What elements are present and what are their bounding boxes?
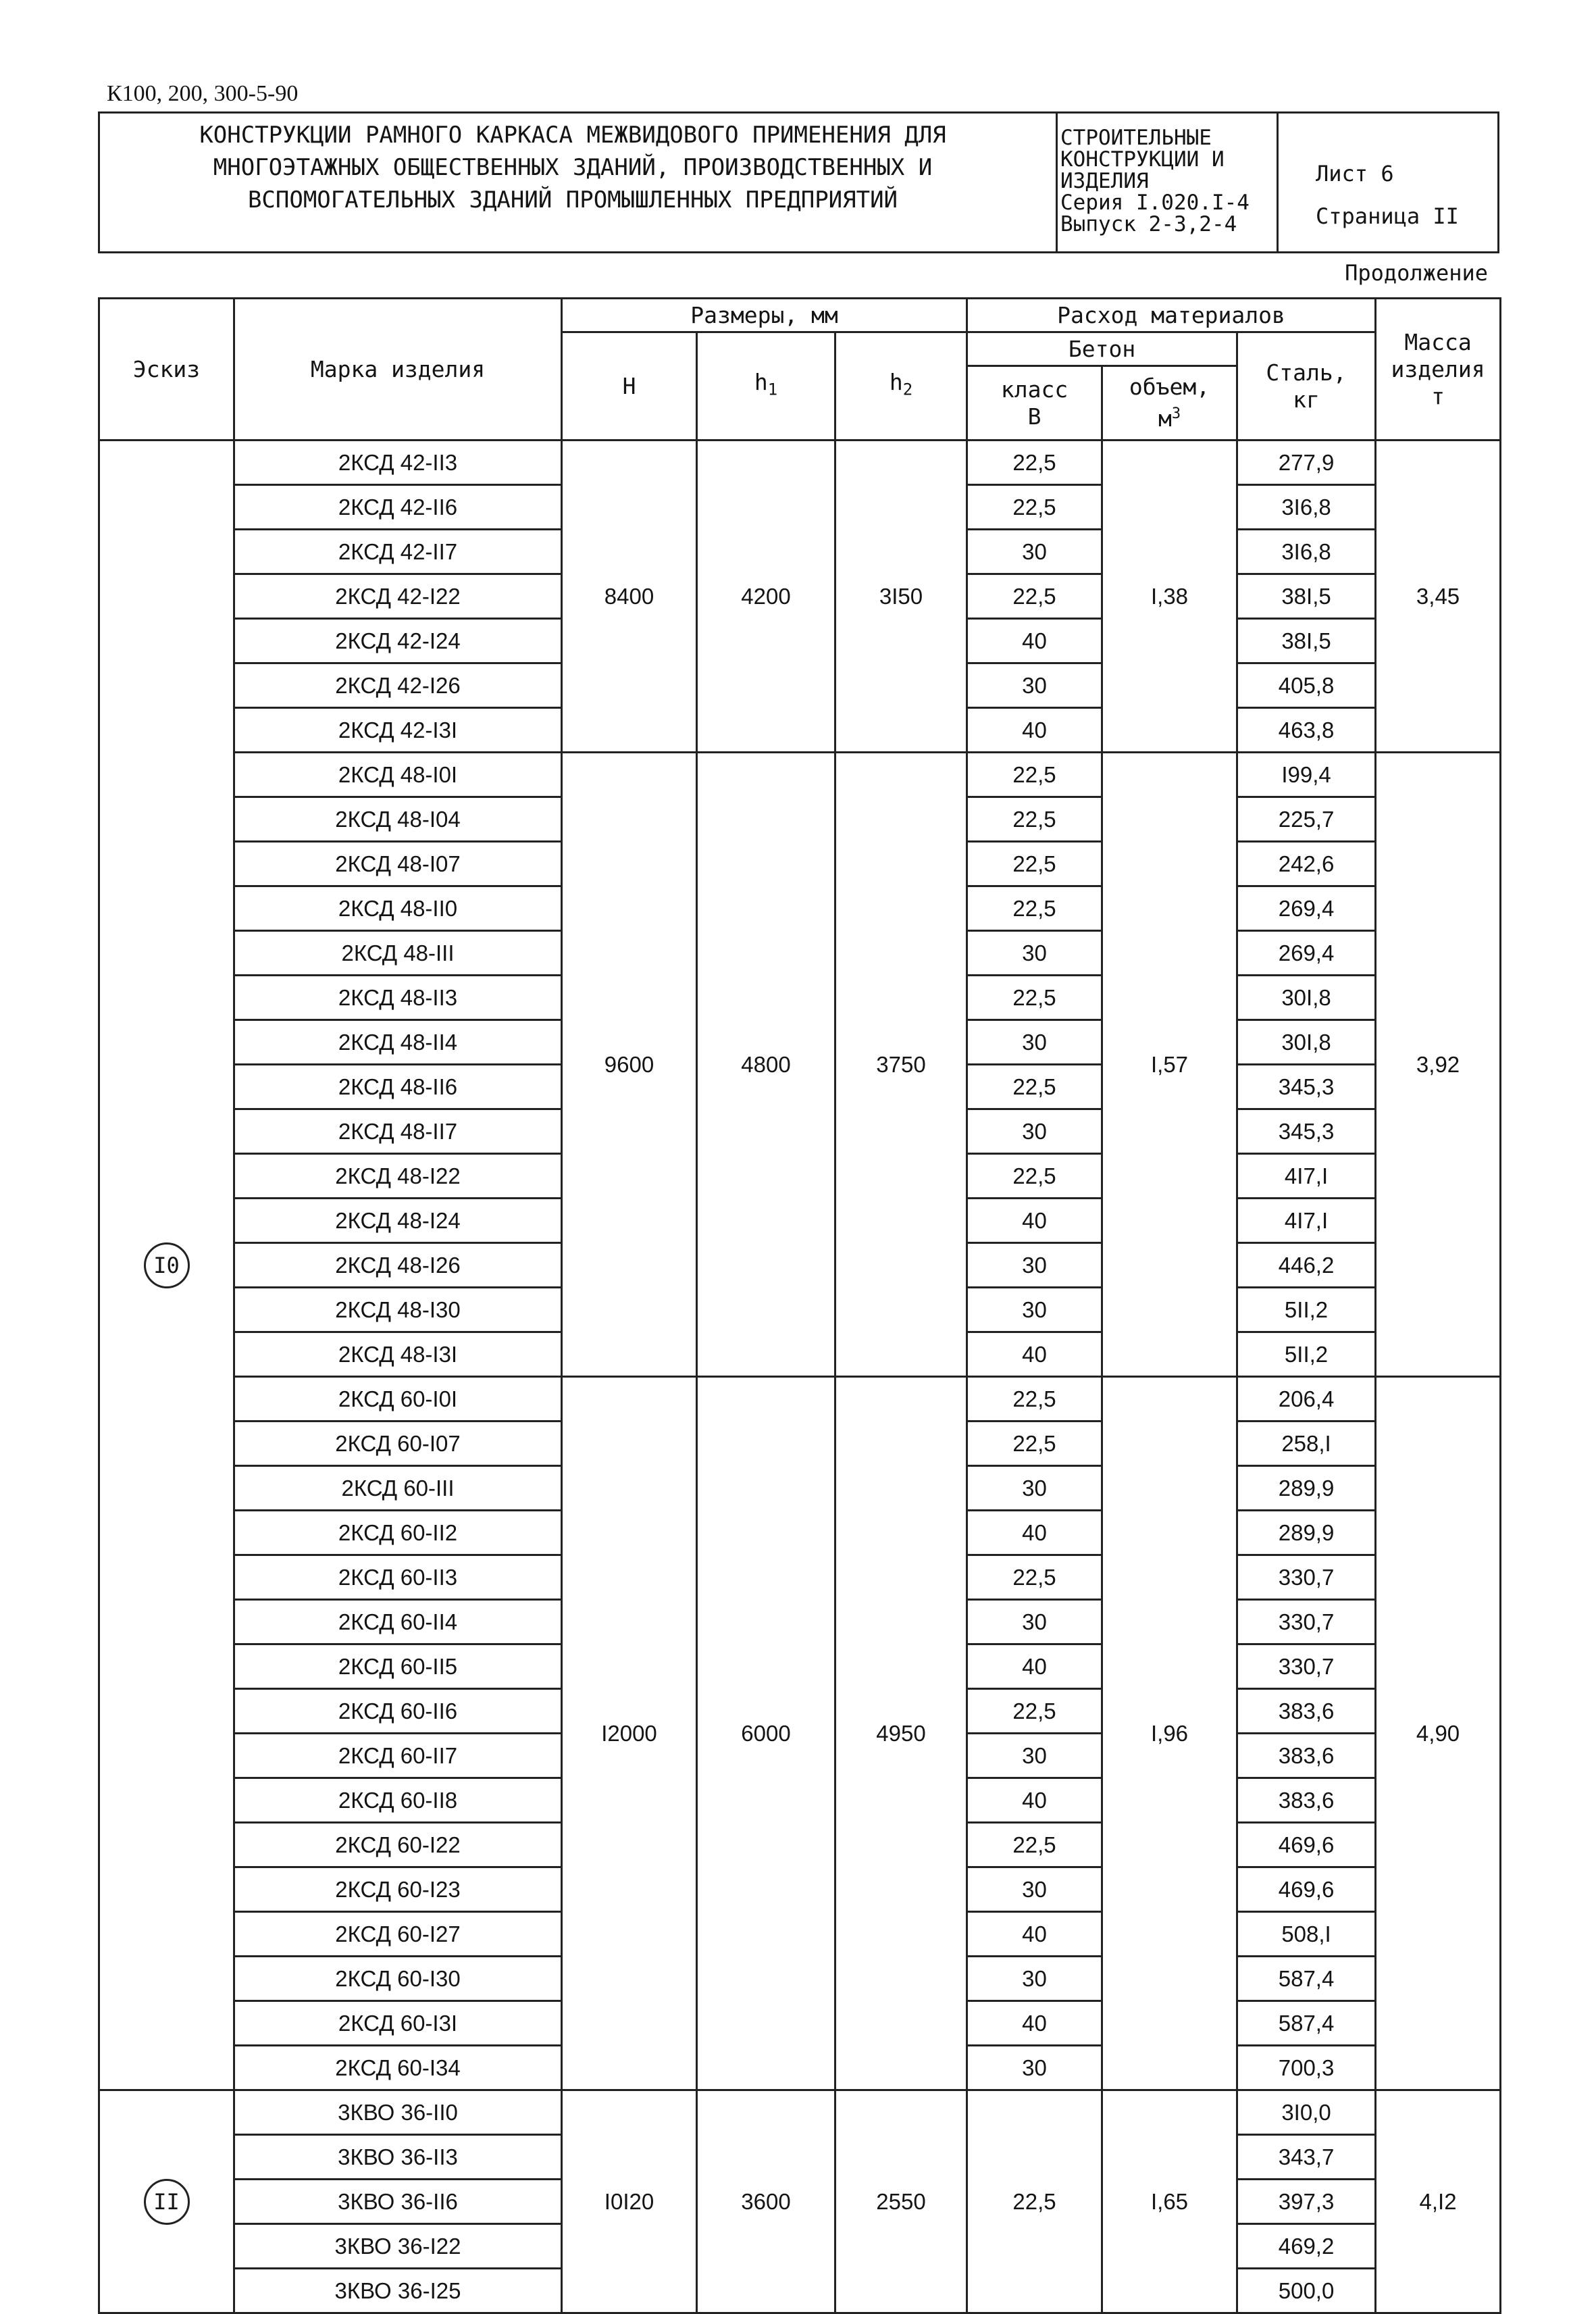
steel-cell: 446,2 xyxy=(1237,1243,1376,1288)
dim-H-cell: I0I20 xyxy=(562,2090,697,2313)
col-mass: Масса изделия т xyxy=(1376,299,1501,441)
mark-cell: 2КСД 60-I27 xyxy=(234,1912,562,1957)
class-cell: 22,5 xyxy=(967,1823,1102,1867)
volume-cell: I,96 xyxy=(1102,1377,1237,2090)
mark-cell: 2КСД 48-III xyxy=(234,931,562,976)
steel-cell: 277,9 xyxy=(1237,441,1376,485)
sketch-number: I0 xyxy=(144,1242,190,1288)
mark-cell: 3КВО 36-II6 xyxy=(234,2180,562,2224)
steel-cell: 508,I xyxy=(1237,1912,1376,1957)
steel-cell: 269,4 xyxy=(1237,886,1376,931)
mark-cell: 2КСД 48-I3I xyxy=(234,1332,562,1377)
series-box xyxy=(1056,114,1279,251)
mark-cell: 2КСД 48-II3 xyxy=(234,976,562,1020)
table-row xyxy=(99,753,1501,797)
title-block xyxy=(98,111,1499,253)
class-cell: 22,5 xyxy=(967,2090,1102,2313)
mark-cell: 2КСД 60-II3 xyxy=(234,1555,562,1600)
page-number: Страница II xyxy=(1316,203,1459,229)
class-cell: 30 xyxy=(967,1243,1102,1288)
document-title xyxy=(100,119,1046,216)
volume-cell: I,57 xyxy=(1102,753,1237,1377)
steel-cell: 4I7,I xyxy=(1237,1154,1376,1199)
mark-cell: 2КСД 42-I3I xyxy=(234,708,562,753)
class-cell: 30 xyxy=(967,1020,1102,1065)
class-cell: 40 xyxy=(967,1778,1102,1823)
dim-H-cell: 9600 xyxy=(562,753,697,1377)
class-cell: 22,5 xyxy=(967,1065,1102,1109)
steel-cell: 587,4 xyxy=(1237,2001,1376,2046)
dim-h1-cell: 3600 xyxy=(697,2090,835,2313)
dim-h1-cell: 6000 xyxy=(697,1377,835,2090)
sketch-cell xyxy=(99,2090,234,2313)
dim-H-cell: I2000 xyxy=(562,1377,697,2090)
class-cell: 22,5 xyxy=(967,1154,1102,1199)
mark-cell: 2КСД 48-II6 xyxy=(234,1065,562,1109)
mark-cell: 2КСД 42-II3 xyxy=(234,441,562,485)
class-cell: 30 xyxy=(967,1734,1102,1778)
class-cell: 40 xyxy=(967,1644,1102,1689)
class-cell: 22,5 xyxy=(967,1689,1102,1734)
volume-cell: I,65 xyxy=(1102,2090,1237,2313)
sketch-cell xyxy=(99,441,234,2090)
class-cell: 30 xyxy=(967,1109,1102,1154)
steel-cell: 330,7 xyxy=(1237,1600,1376,1644)
mark-cell: 2КСД 60-I23 xyxy=(234,1867,562,1912)
mark-cell: 2КСД 60-II5 xyxy=(234,1644,562,1689)
class-cell: 22,5 xyxy=(967,842,1102,886)
steel-cell: 3I6,8 xyxy=(1237,530,1376,574)
mark-cell: 2КСД 48-II0 xyxy=(234,886,562,931)
mark-cell: 2КСД 48-I07 xyxy=(234,842,562,886)
steel-cell: 469,6 xyxy=(1237,1867,1376,1912)
steel-cell: 405,8 xyxy=(1237,663,1376,708)
class-cell: 40 xyxy=(967,619,1102,663)
title-line: КОНСТРУКЦИИ РАМНОГО КАРКАСА МЕЖВИДОВОГО ПРИМЕНЕНИЯ ДЛЯ xyxy=(199,122,946,149)
series-line: СТРОИТЕЛЬНЫЕ xyxy=(1060,126,1212,150)
series-line: Серия I.020.I-4 xyxy=(1060,191,1250,215)
steel-cell: 330,7 xyxy=(1237,1644,1376,1689)
mark-cell: 2КСД 60-III xyxy=(234,1466,562,1511)
class-cell: 30 xyxy=(967,931,1102,976)
col-H: Н xyxy=(562,332,697,441)
mark-cell: 2КСД 48-II4 xyxy=(234,1020,562,1065)
mark-cell: 2КСД 48-I30 xyxy=(234,1288,562,1332)
class-cell: 22,5 xyxy=(967,574,1102,619)
mark-cell: 2КСД 60-I34 xyxy=(234,2046,562,2090)
table-row xyxy=(99,441,1501,485)
class-cell: 22,5 xyxy=(967,485,1102,530)
steel-cell: 397,3 xyxy=(1237,2180,1376,2224)
dim-h2-cell: 3I50 xyxy=(835,441,967,753)
mark-cell: 2КСД 48-I0I xyxy=(234,753,562,797)
col-class: класс В xyxy=(967,366,1102,441)
class-cell: 22,5 xyxy=(967,886,1102,931)
col-dims: Размеры, мм xyxy=(562,299,967,332)
dim-h2-cell: 4950 xyxy=(835,1377,967,2090)
series-line: Выпуск 2-3,2-4 xyxy=(1060,212,1237,236)
dim-h2-cell: 3750 xyxy=(835,753,967,1377)
steel-cell: 463,8 xyxy=(1237,708,1376,753)
steel-cell: 289,9 xyxy=(1237,1466,1376,1511)
document-code: К100, 200, 300-5-90 xyxy=(107,81,299,106)
steel-cell: 383,6 xyxy=(1237,1778,1376,1823)
continuation-label: Продолжение xyxy=(1345,260,1488,286)
dim-h1-cell: 4800 xyxy=(697,753,835,1377)
steel-cell: 5II,2 xyxy=(1237,1288,1376,1332)
steel-cell: 383,6 xyxy=(1237,1689,1376,1734)
title-line: ВСПОМОГАТЕЛЬНЫХ ЗДАНИЙ ПРОМЫШЛЕННЫХ ПРЕДПРИЯТИЙ xyxy=(247,186,898,213)
steel-cell: 5II,2 xyxy=(1237,1332,1376,1377)
col-consumption: Расход материалов xyxy=(967,299,1376,332)
mark-cell: 2КСД 60-I0I xyxy=(234,1377,562,1422)
mark-cell: 3КВО 36-I25 xyxy=(234,2269,562,2313)
table-row xyxy=(99,1377,1501,1422)
table-body xyxy=(99,441,1501,2313)
class-cell: 30 xyxy=(967,1957,1102,2001)
mark-cell: 3КВО 36-I22 xyxy=(234,2224,562,2269)
mark-cell: 2КСД 48-I26 xyxy=(234,1243,562,1288)
mass-cell: 3,92 xyxy=(1376,753,1501,1377)
steel-cell: 587,4 xyxy=(1237,1957,1376,2001)
col-sketch: Эскиз xyxy=(99,299,234,441)
class-cell: 22,5 xyxy=(967,1555,1102,1600)
mark-cell: 3КВО 36-II0 xyxy=(234,2090,562,2135)
mark-cell: 2КСД 48-I22 xyxy=(234,1154,562,1199)
table-row xyxy=(99,2090,1501,2135)
mark-cell: 2КСД 60-II4 xyxy=(234,1600,562,1644)
class-cell: 30 xyxy=(967,1867,1102,1912)
steel-cell: 345,3 xyxy=(1237,1065,1376,1109)
class-cell: 30 xyxy=(967,1600,1102,1644)
steel-cell: 225,7 xyxy=(1237,797,1376,842)
class-cell: 22,5 xyxy=(967,441,1102,485)
volume-cell: I,38 xyxy=(1102,441,1237,753)
dim-H-cell: 8400 xyxy=(562,441,697,753)
steel-cell: 30I,8 xyxy=(1237,1020,1376,1065)
steel-cell: 38I,5 xyxy=(1237,619,1376,663)
class-cell: 40 xyxy=(967,2001,1102,2046)
steel-cell: 242,6 xyxy=(1237,842,1376,886)
class-cell: 30 xyxy=(967,1466,1102,1511)
sketch-number: II xyxy=(144,2179,190,2225)
steel-cell: 269,4 xyxy=(1237,931,1376,976)
class-cell: 40 xyxy=(967,1332,1102,1377)
class-cell: 30 xyxy=(967,2046,1102,2090)
steel-cell: 4I7,I xyxy=(1237,1199,1376,1243)
mass-cell: 4,I2 xyxy=(1376,2090,1501,2313)
sheet-box xyxy=(1279,114,1497,251)
mass-cell: 3,45 xyxy=(1376,441,1501,753)
steel-cell: 345,3 xyxy=(1237,1109,1376,1154)
mark-cell: 2КСД 42-I22 xyxy=(234,574,562,619)
mark-cell: 2КСД 60-II2 xyxy=(234,1511,562,1555)
mark-cell: 2КСД 42-I26 xyxy=(234,663,562,708)
series-line: КОНСТРУКЦИИ И xyxy=(1060,147,1225,172)
steel-cell: 469,6 xyxy=(1237,1823,1376,1867)
mark-cell: 2КСД 60-II8 xyxy=(234,1778,562,1823)
mark-cell: 2КСД 60-II6 xyxy=(234,1689,562,1734)
steel-cell: 3I0,0 xyxy=(1237,2090,1376,2135)
mark-cell: 2КСД 60-I22 xyxy=(234,1823,562,1867)
class-cell: 22,5 xyxy=(967,1422,1102,1466)
mark-cell: 3КВО 36-II3 xyxy=(234,2135,562,2180)
col-steel: Сталь, кг xyxy=(1237,332,1376,441)
steel-cell: 343,7 xyxy=(1237,2135,1376,2180)
mark-cell: 2КСД 60-I30 xyxy=(234,1957,562,2001)
steel-cell: 3I6,8 xyxy=(1237,485,1376,530)
mark-cell: 2КСД 42-I24 xyxy=(234,619,562,663)
mark-cell: 2КСД 60-I3I xyxy=(234,2001,562,2046)
mark-cell: 2КСД 48-I04 xyxy=(234,797,562,842)
mark-cell: 2КСД 42-II7 xyxy=(234,530,562,574)
series-line: ИЗДЕЛИЯ xyxy=(1060,169,1149,193)
class-cell: 40 xyxy=(967,1511,1102,1555)
class-cell: 30 xyxy=(967,663,1102,708)
class-cell: 40 xyxy=(967,708,1102,753)
dim-h2-cell: 2550 xyxy=(835,2090,967,2313)
class-cell: 30 xyxy=(967,530,1102,574)
steel-cell: 330,7 xyxy=(1237,1555,1376,1600)
steel-cell: 469,2 xyxy=(1237,2224,1376,2269)
mark-cell: 2КСД 60-II7 xyxy=(234,1734,562,1778)
col-volume: объем, $м^3$ xyxy=(1102,366,1237,441)
steel-cell: 30I,8 xyxy=(1237,976,1376,1020)
class-cell: 40 xyxy=(967,1912,1102,1957)
steel-cell: 289,9 xyxy=(1237,1511,1376,1555)
class-cell: 22,5 xyxy=(967,753,1102,797)
class-cell: 30 xyxy=(967,1288,1102,1332)
steel-cell: 258,I xyxy=(1237,1422,1376,1466)
steel-cell: 700,3 xyxy=(1237,2046,1376,2090)
mark-cell: 2КСД 48-I24 xyxy=(234,1199,562,1243)
steel-cell: 383,6 xyxy=(1237,1734,1376,1778)
mark-cell: 2КСД 60-I07 xyxy=(234,1422,562,1466)
sheet-number: Лист 6 xyxy=(1316,161,1394,186)
materials-table xyxy=(98,297,1501,2314)
mark-cell: 2КСД 48-II7 xyxy=(234,1109,562,1154)
title-line: МНОГОЭТАЖНЫХ ОБЩЕСТВЕННЫХ ЗДАНИЙ, ПРОИЗВОДСТВЕННЫХ И xyxy=(213,154,933,181)
mass-cell: 4,90 xyxy=(1376,1377,1501,2090)
col-concrete: Бетон xyxy=(967,332,1237,366)
steel-cell: I99,4 xyxy=(1237,753,1376,797)
col-h1: $h_1$ xyxy=(697,332,835,441)
steel-cell: 500,0 xyxy=(1237,2269,1376,2313)
col-mark: Марка изделия xyxy=(234,299,562,441)
steel-cell: 38I,5 xyxy=(1237,574,1376,619)
class-cell: 22,5 xyxy=(967,976,1102,1020)
col-h2: $h_2$ xyxy=(835,332,967,441)
class-cell: 22,5 xyxy=(967,797,1102,842)
class-cell: 40 xyxy=(967,1199,1102,1243)
class-cell: 22,5 xyxy=(967,1377,1102,1422)
mark-cell: 2КСД 42-II6 xyxy=(234,485,562,530)
dim-h1-cell: 4200 xyxy=(697,441,835,753)
steel-cell: 206,4 xyxy=(1237,1377,1376,1422)
